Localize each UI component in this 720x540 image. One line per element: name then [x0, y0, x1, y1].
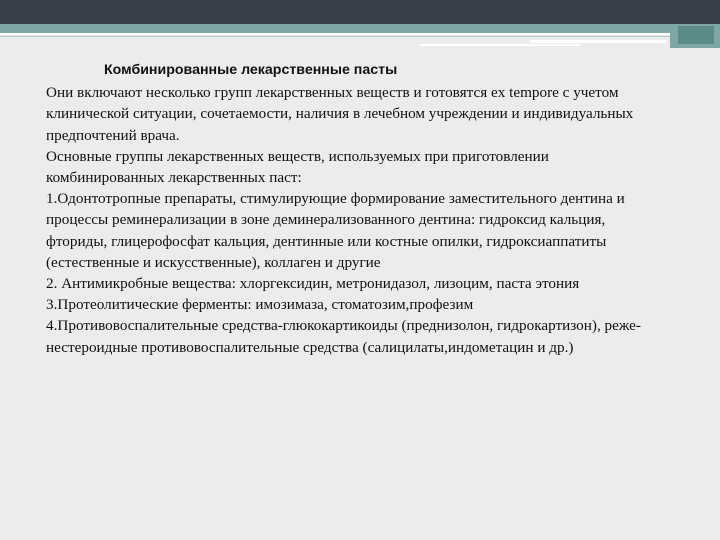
- paragraph-intro: Они включают несколько групп лекарственных веществ и готовятся ex tempore с учетом клинической ситуации, сочетаемости, наличия в лечебном учреждении и индивидуальных предпочтений врача.: [46, 84, 634, 144]
- paragraph-group-3: 3.Протеолитические ферменты: имозимаза, стоматозим,профезим: [46, 296, 474, 314]
- header-dark-band: [0, 0, 720, 24]
- header-white-line: [0, 33, 720, 35]
- slide-body: [46, 60, 656, 358]
- corner-accent-inner: [678, 26, 714, 44]
- paragraph-group-1: 1.Одонтотропные препараты, стимулирующие формирование заместительного дентина и процессы реминерализации в зоне деминерализованного дентина: гидроксид кальция, фториды, глицерофосфат кальция, дентинные или костные опилки, гидроксиаппатиты (естественные и искусственные), коллаген и другие: [46, 190, 625, 271]
- slide-title: Комбинированные лекарственные пасты: [104, 62, 398, 78]
- header-accent-line-2: [420, 44, 580, 46]
- paragraph-group-2: 2. Антимикробные вещества: хлоргексидин, метронидазол, лизоцим, паста этония: [46, 275, 580, 293]
- header-accent-line: [530, 40, 666, 43]
- header-thin-line: [0, 36, 720, 37]
- paragraph-groups-heading: Основные группы лекарственных веществ, используемых при приготовлении комбинированных лекарственных паст:: [46, 147, 549, 187]
- header-teal-stripe: [0, 24, 720, 33]
- paragraph-group-4: 4.Противовоспалительные средства-глюкокартикоиды (преднизолон, гидрокартизон), реже- нестероидные противовоспалительные средства (салицилаты,индометацин и др.): [46, 317, 641, 356]
